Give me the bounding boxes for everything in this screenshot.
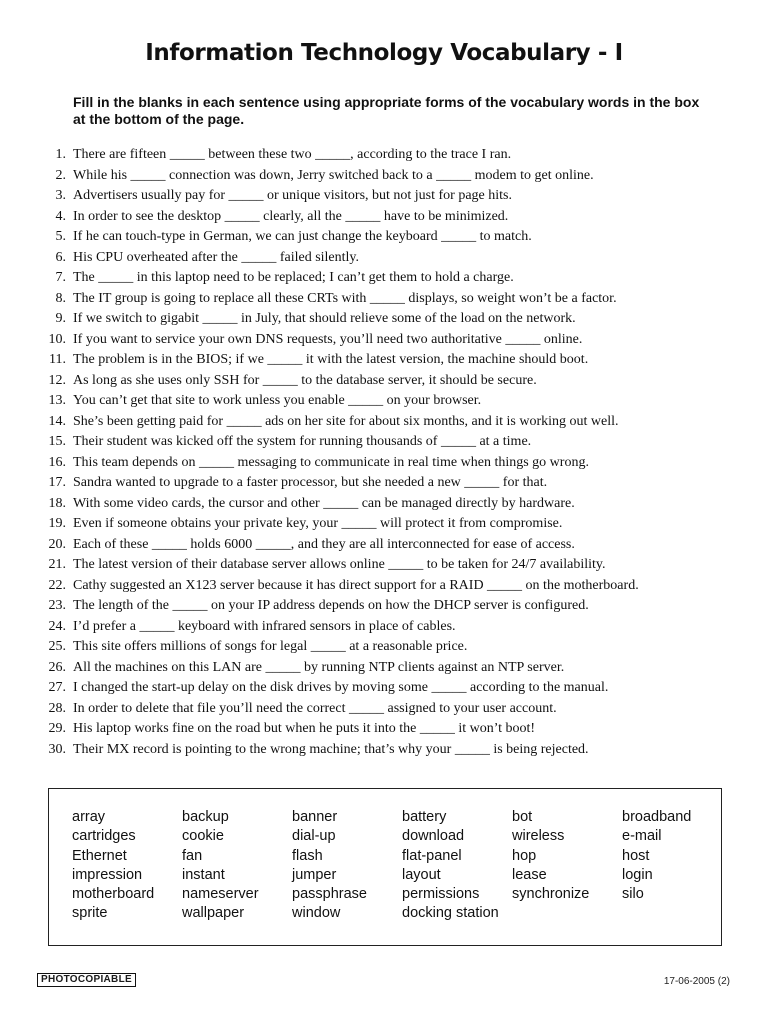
vocab-word: lease — [512, 866, 547, 883]
question-text: If you want to service your own DNS requests, you’ll need two authoritative _____ online. — [73, 331, 583, 347]
question-number: 6. — [55, 249, 66, 265]
vocab-word: Ethernet — [72, 847, 127, 864]
question-item — [40, 412, 740, 433]
vocab-word: layout — [402, 866, 441, 883]
question-item — [40, 637, 740, 658]
question-text: The _____ in this laptop need to be replaced; I can’t get them to hold a charge. — [73, 270, 514, 285]
question-item — [40, 330, 740, 351]
question-number: 14. — [48, 413, 66, 429]
page-title: Information Technology Vocabulary - I — [145, 40, 623, 66]
question-number: 29. — [48, 721, 66, 736]
vocab-word: dial-up — [292, 828, 336, 845]
instructions: Fill in the blanks in each sentence using appropriate forms of the vocabulary words in the box at the bottom of the page. — [73, 94, 700, 127]
question-text: I’d prefer a _____ keyboard with infrared sensors in place of cables. — [73, 618, 456, 634]
question-item — [40, 658, 740, 679]
question-item — [40, 145, 740, 166]
vocabulary-box — [48, 788, 722, 946]
question-item — [40, 309, 740, 330]
vocab-word: jumper — [292, 866, 337, 883]
question-number: 24. — [48, 618, 66, 634]
question-text: If we switch to gigabit _____ in July, that should relieve some of the load on the network. — [73, 311, 576, 326]
vocab-word: battery — [402, 809, 447, 825]
vocab-word: cookie — [182, 828, 224, 845]
question-text: I changed the start-up delay on the disk drives by moving some _____ according to the manual. — [73, 680, 609, 695]
vocab-word: fan — [182, 847, 203, 864]
question-item — [40, 576, 740, 597]
question-text: Their student was kicked off the system for running thousands of _____ at a time. — [73, 434, 532, 449]
question-text: While his _____ connection was down, Jerry switched back to a _____ modem to get online. — [73, 167, 594, 183]
question-number: 25. — [48, 639, 66, 654]
vocab-word: wireless — [512, 828, 565, 845]
question-number: 18. — [48, 495, 66, 511]
question-number: 15. — [48, 434, 66, 449]
question-number: 4. — [55, 208, 66, 224]
question-number: 23. — [48, 598, 66, 613]
question-text: Cathy suggested an X123 server because it has direct support for a RAID _____ on the motherboard. — [73, 577, 639, 593]
vocab-word: impression — [72, 866, 143, 883]
question-item — [40, 268, 740, 289]
vocab-word: docking station — [402, 905, 499, 922]
vocab-word: login — [622, 866, 653, 883]
question-number: 5. — [55, 229, 66, 244]
question-number: 12. — [48, 372, 66, 388]
question-item — [40, 391, 740, 412]
question-number: 17. — [48, 475, 66, 490]
question-item — [40, 289, 740, 310]
question-number: 8. — [55, 290, 66, 306]
question-item — [40, 555, 740, 576]
question-item — [40, 473, 740, 494]
question-text: All the machines on this LAN are _____ by running NTP clients against an NTP server. — [73, 659, 565, 675]
vocab-word: broadband — [622, 809, 692, 825]
vocab-word: banner — [292, 809, 338, 825]
question-text: The IT group is going to replace all these CRTs with _____ displays, so weight won’t be a factor. — [73, 290, 617, 306]
question-text: This site offers millions of songs for legal _____ at a reasonable price. — [73, 639, 468, 654]
vocab-word: host — [622, 847, 650, 864]
question-number: 7. — [55, 270, 66, 285]
vocab-word: backup — [182, 809, 229, 825]
question-text: Sandra wanted to upgrade to a faster processor, but she needed a new _____ for that. — [73, 475, 548, 490]
vocab-word: silo — [622, 886, 644, 903]
question-number: 16. — [48, 454, 66, 470]
question-item — [40, 699, 740, 720]
question-text: Each of these _____ holds 6000 _____, and they are all interconnected for ease of access. — [73, 536, 575, 552]
question-item — [40, 432, 740, 453]
vocab-word: array — [72, 809, 106, 825]
vocab-word: instant — [182, 866, 225, 883]
question-item — [40, 494, 740, 515]
question-text: She’s been getting paid for _____ ads on her site for about six months, and it is working out well. — [73, 413, 619, 429]
question-item — [40, 350, 740, 371]
question-text: Their MX record is pointing to the wrong machine; that’s why your _____ is being rejected. — [73, 741, 589, 757]
question-text: The latest version of their database server allows online _____ to be taken for 24/7 availability. — [73, 557, 606, 572]
vocab-word: download — [402, 828, 465, 845]
vocab-word: passphrase — [292, 886, 367, 903]
question-number: 3. — [55, 188, 66, 203]
photocopiable-badge: PHOTOCOPIABLE — [37, 973, 136, 987]
vocab-word: wallpaper — [182, 905, 245, 922]
vocab-word: cartridges — [72, 828, 136, 845]
question-text: In order to delete that file you’ll need the correct _____ assigned to your user account. — [73, 700, 557, 716]
question-item — [40, 535, 740, 556]
question-item — [40, 227, 740, 248]
question-text: You can’t get that site to work unless you enable _____ on your browser. — [73, 393, 482, 408]
question-text: If he can touch-type in German, we can just change the keyboard _____ to match. — [73, 229, 532, 244]
question-text: With some video cards, the cursor and other _____ can be managed directly by hardware. — [73, 495, 575, 511]
question-item — [40, 248, 740, 269]
question-text: His CPU overheated after the _____ failed silently. — [73, 249, 360, 265]
question-text: Even if someone obtains your private key, your _____ will protect it from compromise. — [73, 516, 563, 531]
vocab-word: window — [292, 905, 341, 922]
question-item — [40, 740, 740, 761]
question-number: 28. — [48, 700, 66, 716]
question-item — [40, 678, 740, 699]
vocab-word: synchronize — [512, 886, 590, 903]
question-item — [40, 719, 740, 740]
question-number: 13. — [48, 393, 66, 408]
vocabulary-grid — [72, 809, 732, 925]
vocab-word: bot — [512, 809, 533, 825]
question-text: In order to see the desktop _____ clearly, all the _____ have to be minimized. — [73, 208, 509, 224]
question-number: 26. — [48, 659, 66, 675]
question-number: 27. — [48, 680, 66, 695]
question-number: 30. — [48, 741, 66, 757]
question-text: The problem is in the BIOS; if we _____ it with the latest version, the machine should boot. — [73, 352, 589, 367]
question-text: The length of the _____ on your IP address depends on how the DHCP server is configured. — [73, 598, 589, 613]
question-item — [40, 207, 740, 228]
question-number: 9. — [55, 311, 66, 326]
question-item — [40, 453, 740, 474]
question-number: 1. — [55, 147, 66, 162]
question-item — [40, 514, 740, 535]
question-item — [40, 617, 740, 638]
question-text: His laptop works fine on the road but when he puts it into the _____ it won’t boot! — [73, 721, 536, 736]
question-item — [40, 186, 740, 207]
question-text: As long as she uses only SSH for _____ to the database server, it should be secure. — [73, 372, 537, 388]
vocab-word: nameserver — [182, 886, 259, 903]
question-number: 20. — [48, 536, 66, 552]
question-number: 22. — [48, 577, 66, 593]
question-number: 2. — [55, 167, 66, 183]
vocab-word: flash — [292, 847, 323, 864]
vocab-word: sprite — [72, 905, 108, 922]
question-item — [40, 166, 740, 187]
vocab-word: hop — [512, 847, 537, 864]
vocab-word: motherboard — [72, 886, 155, 903]
question-number: 11. — [49, 352, 66, 367]
vocab-word: e-mail — [622, 828, 662, 845]
question-number: 10. — [48, 331, 66, 347]
question-text: This team depends on _____ messaging to communicate in real time when things go wrong. — [73, 454, 589, 470]
question-text: There are fifteen _____ between these two _____, according to the trace I ran. — [73, 147, 512, 162]
vocab-word: permissions — [402, 886, 480, 903]
footer-date: 17-06-2005 (2) — [663, 976, 730, 987]
question-item — [40, 596, 740, 617]
question-number: 19. — [48, 516, 66, 531]
question-item — [40, 371, 740, 392]
question-text: Advertisers usually pay for _____ or unique visitors, but not just for page hits. — [73, 188, 512, 203]
question-list — [40, 145, 740, 760]
question-number: 21. — [48, 557, 66, 572]
vocab-word: flat-panel — [402, 847, 462, 864]
